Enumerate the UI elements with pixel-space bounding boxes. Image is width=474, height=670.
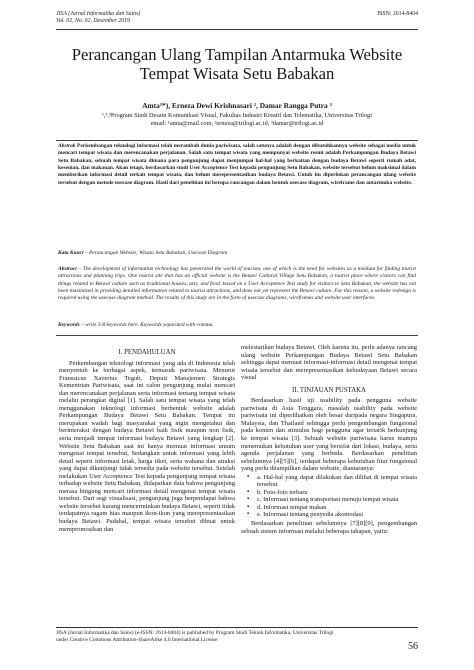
abstrak-label: Abstrak xyxy=(58,143,76,149)
list-item: ▪ e. Informasi tentang penyedia akomodasi xyxy=(241,511,417,519)
paper-title-line2: Tempat Wisata Setu Babakan xyxy=(139,64,335,84)
list-item: ▪ c. Informasi tentang transportasi menuju tempat wisata xyxy=(241,496,417,504)
footer-license: under Creative Commons Attribution-ShareAlike 4.0 International License xyxy=(56,637,218,643)
section-heading-introduction: I. PENDAHULUAN xyxy=(118,349,176,356)
journal-name: JISA (Jurnal Informatika dan Sains) xyxy=(56,11,141,17)
list-item: ▪ a. Hal-hal yang dapat dilakukan dan dilihat di tempat wisata tersebut xyxy=(241,474,417,489)
affiliation-emails: email: ¹amta@mail.com, ²erneza@trilogi.ac.id, ³damar@trilogi.ac.id xyxy=(150,119,324,127)
kata-kunci-text: – Perancangan Website, Wisata Setu Babakan, Usecase Diagram xyxy=(83,250,228,256)
feature-list xyxy=(241,474,417,519)
paper-title xyxy=(56,45,418,83)
journal-volume: Vol. 02, No. 02, Desember 2019 xyxy=(56,18,130,25)
list-item: ▪ b. Foto-foto terbaru xyxy=(241,489,417,497)
abstrak-paragraph xyxy=(58,143,416,187)
issn-label: ISSN: 2614-8404 xyxy=(377,11,418,17)
affiliation xyxy=(56,112,418,127)
list-item: ▪ d. Informasi tempat makan xyxy=(241,504,417,512)
footer-publisher: JISA (Jurnal Informatika dan Sains) (e-ISSN: 2614-8404) is published by Program Studi Teknik Informatika, Universitas Trilogi xyxy=(56,630,334,636)
keywords-paragraph xyxy=(58,322,416,329)
keywords-text: – write 3-8 keywords here. Keywords separated with comma. xyxy=(79,322,214,328)
right-column xyxy=(241,344,417,535)
section-heading-literature: II. TINJAUAN PUSTAKA xyxy=(292,386,366,394)
page-number: 56 xyxy=(408,641,418,652)
abstract-text: – The development of information technology has penetrated the world of tourism, one of which is the need for websites as a medium for finding tourist attractions and planning trips. One tourist site that has an official website is the Betawi Cultural Village Setu Babakan, a tourist place where visitors can find things related to Betawi culture such as traditional houses, arts, and food. based on a User Acceptence Test study for visitors to Setu Babakan, the website has not been maximized in providing detailed information related to tourist attractions, and does not yet represent the Betawi culture. For this reason, a website redesign is required using the usecase diagram method. The results of this study are in the form of usecase diagrams, wireframes and website user interfaces. xyxy=(58,266,416,302)
footer-rule xyxy=(56,627,418,628)
paper-title-line1: Perancangan Ulang Tampilan Antarmuka Website xyxy=(71,45,403,65)
kata-kunci-paragraph xyxy=(58,250,416,257)
left-column xyxy=(59,344,235,533)
journal-header xyxy=(56,11,140,25)
affiliation-institution: ¹,²,³Program Studi Desain Komunikasi Visual, Fakultas Industri Kreatif dan Telematika, Universitas Trilogi xyxy=(102,112,372,119)
header-rule xyxy=(56,29,418,30)
author-list: Amta¹*), Erneza Dewi Krishnasari ², Damar Rangga Putra ³ xyxy=(142,101,332,110)
abstrak-text: Perkembangan teknologi informasi telah merambah dunia pariwisata, salah satunya adalah dengan dibutuhkannya website sebagai media untuk mencari tempat wisata dan merencanakan perjalanan. Salah satu tempat wisata yang mempunyai website resmi adalah Perkampungan Budaya Betawi Setu Babakan, sebuah tempat wisata dimana para pengunjung dapat menjumpai hal-hal yang berkaitan dengan budaya Betawi seperti rumah adat, kesenian, dan makanan. Akan tetapi, berdasarkan studi User Acceptence Test kepada pengunjung Setu Babakan, website tersebut belum maksimal dalam memberikan informasi detail terkait tempat wisata, dan belum merepresentasikan budaya Betawi. Untuk itu diperlukan perancangan ulang website tersebut dengan metode usecase diagram. Hasil dari penelitian ini berupa rancangan dalam bentuk usecase diagram, wireframe dan antarmuka website. xyxy=(58,143,416,186)
abstract-paragraph xyxy=(58,266,416,303)
kata-kunci-label: Kata Kunci xyxy=(58,250,84,256)
keywords-label: Keywords xyxy=(58,322,80,328)
abstract-label: Abstract xyxy=(58,266,77,272)
literature-tail-text: Berdasarkan penelitian sebelumnya [7][8][9], pengembangan sebuah sistem informasi melalui beberapa tahapan, yaitu: xyxy=(241,520,417,535)
license-footer xyxy=(56,630,333,644)
introduction-continued-text: melestarikan budaya Betawi. Oleh karena itu, perlu adanya rancang ulang website Perkampungan Budaya Betawi Setu Babakan sehingga dapat memuat informasi-informasi detail mengenai tempat wisata tersebut dan merepresentasikan kebudayaan Betawi secara visual xyxy=(241,344,417,382)
literature-text: Berdasarkan hasil uji usability pada pengguna website pariwisata di Asia Tenggara, masalah usability pada website pariwisata ini diperlihatkan oleh besar daripada negara Singapura, Malaysia, dan Thailand sehingga perlu pengembangan fungsional pada konten dan stimulus bagi pengguna agar tertarik berkunjung ke tempat wisata [3]. Sebuah website pariwisata harus mampu menemukan kebutuhan user yang bersifat dari lokasi, budaya, serta agenda perjalanan yang berbeda. Berdasarkan penelitian sebelumnya [4][5][6], terdapat beberapa kebutuhan fitur fungsional yang perlu ditampilkan dalam website, diantaranya: xyxy=(241,397,417,473)
introduction-text: Perkembangan teknologi informasi yang ada di Indonesia telah menyentuh ke berbagai aspek, termasuk pariwisata. Menurut Franssicus Xaverius Teguh, Deputi Manajemen Strategis Kementrian Pariwisata, saat ini calon pengunjung mulai mencari dan merencanakan perjalanan serta informasi tentang tempat wisata melalui perangkat digital [1]. Salah satu tempat wisata yang telah menggunakan teknologi informasi berbentuk website adalah Perkampungan Budaya Betawi Setu Babakan. Tempat ini merupakan wadah bagi masyarakat yang ingin mengetahui dan berinteraksi dengan budaya Betawi baik fisik maupun non fisik, serta menjadi tempat informasi budaya Betawi yang lengkap [2]. Website Setu Babakan saat ini hanya memuat informasi umum mengenai tempat tersebut, Sedangkan untuk informasi yang lebih detail seperti informasi letak, harga tiket, serta wahana dan atraksi yang dapat dikunjungi tidak tersedia pada website tersebut. Setelah melakukan User Acceptence Test kepada pengunjung tempat wisata terhadap website Setu Babakan, didapatkan data bahwa pengunjung merasa bingung mencari informasi detail mengenai tempat wisata tersebut. Dari segi visualisasi, pengunjung juga berpendapat bahwa website tersebut kurang mencerminkan budaya Betawi, seperti tidak terdapatnya ragam hias maupun ikon-ikon yang merepresentasikan budaya Betawi. Padahal, tempat wisata tersebut dibuat untuk mempromosikan dan xyxy=(59,359,235,533)
